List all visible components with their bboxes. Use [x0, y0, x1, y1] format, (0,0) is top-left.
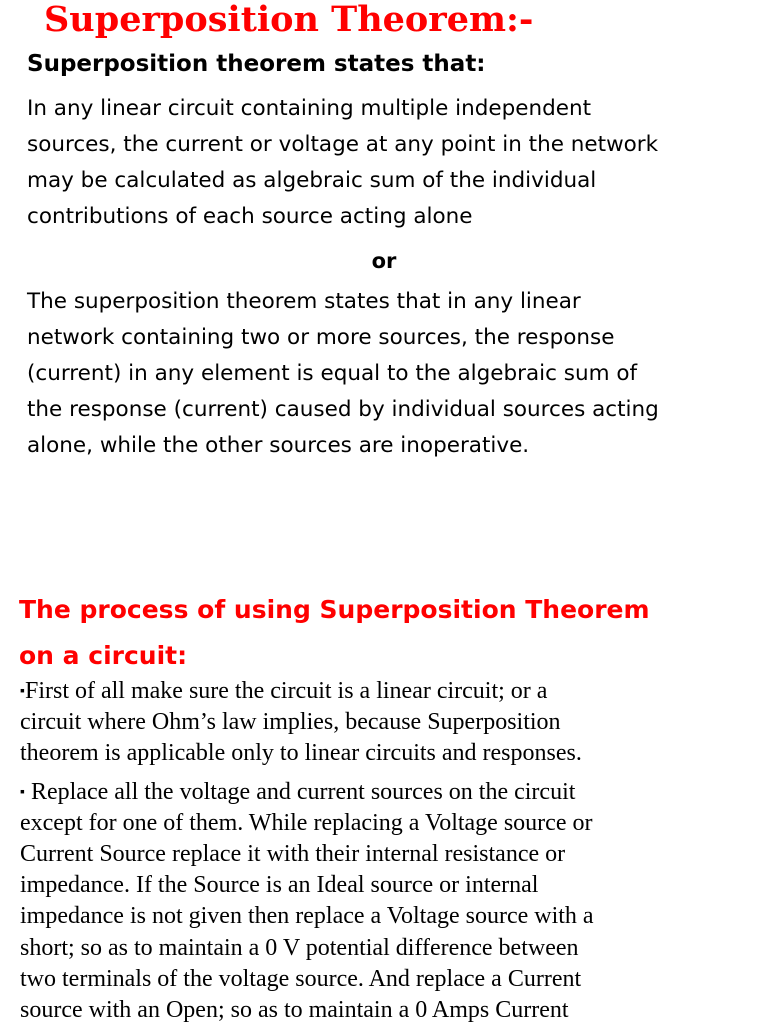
list-item — [20, 676, 594, 770]
list-item-line: First of all make sure the circuit is a linear circuit; or a — [24, 678, 548, 704]
process-heading — [19, 587, 650, 679]
paragraph-line: the response (current) caused by individual sources acting — [27, 396, 659, 422]
square-bullet-icon: ▪ — [20, 784, 25, 800]
subtitle: Superposition theorem states that: — [27, 51, 486, 77]
process-steps-list — [20, 676, 594, 1026]
paragraph-line: (current) in any element is equal to the algebraic sum of — [27, 360, 638, 386]
paragraph-line: The superposition theorem states that in any linear — [27, 289, 581, 314]
list-item-line: two terminals of the voltage source. And replace a Current — [20, 965, 582, 992]
list-item-line: circuit where Ohm’s law implies, because Superposition — [20, 709, 561, 736]
process-heading-line: on a circuit: — [19, 641, 188, 670]
page-title: Superposition Theorem:- — [44, 0, 534, 40]
list-item-line: impedance is not given then replace a Voltage source with a — [20, 903, 594, 930]
or-separator: or — [371, 249, 397, 273]
square-bullet-icon: ▪ — [20, 684, 25, 699]
list-item-line: Replace all the voltage and current sources on the circuit — [24, 778, 576, 805]
list-item-line: theorem is applicable only to linear circuits and responses. — [20, 740, 582, 767]
list-item-line: Current Source replace it with their internal resistance or — [20, 841, 566, 868]
list-item-line: short; so as to maintain a 0 V potential difference between — [20, 934, 579, 961]
alternate-definition-paragraph — [27, 284, 659, 464]
paragraph-line: may be calculated as algebraic sum of the individual — [27, 167, 597, 193]
list-item-line: impedance. If the Source is an Ideal source or internal — [20, 872, 539, 899]
list-item-line: except for one of them. While replacing a Voltage source or — [20, 809, 593, 836]
paragraph-line: alone, while the other sources are inoperative. — [27, 432, 530, 458]
paragraph-line: sources, the current or voltage at any point in the network — [27, 131, 659, 157]
paragraph-line: In any linear circuit containing multiple independent — [27, 96, 592, 121]
list-item — [20, 777, 594, 1026]
process-heading-line: The process of using Superposition Theorem — [19, 595, 650, 624]
list-item-line: source with an Open; so as to maintain a 0 Amps Current — [20, 997, 569, 1024]
paragraph-line: network containing two or more sources, the response — [27, 324, 615, 350]
paragraph-line: contributions of each source acting alone — [27, 203, 473, 229]
definition-paragraph — [27, 91, 658, 235]
